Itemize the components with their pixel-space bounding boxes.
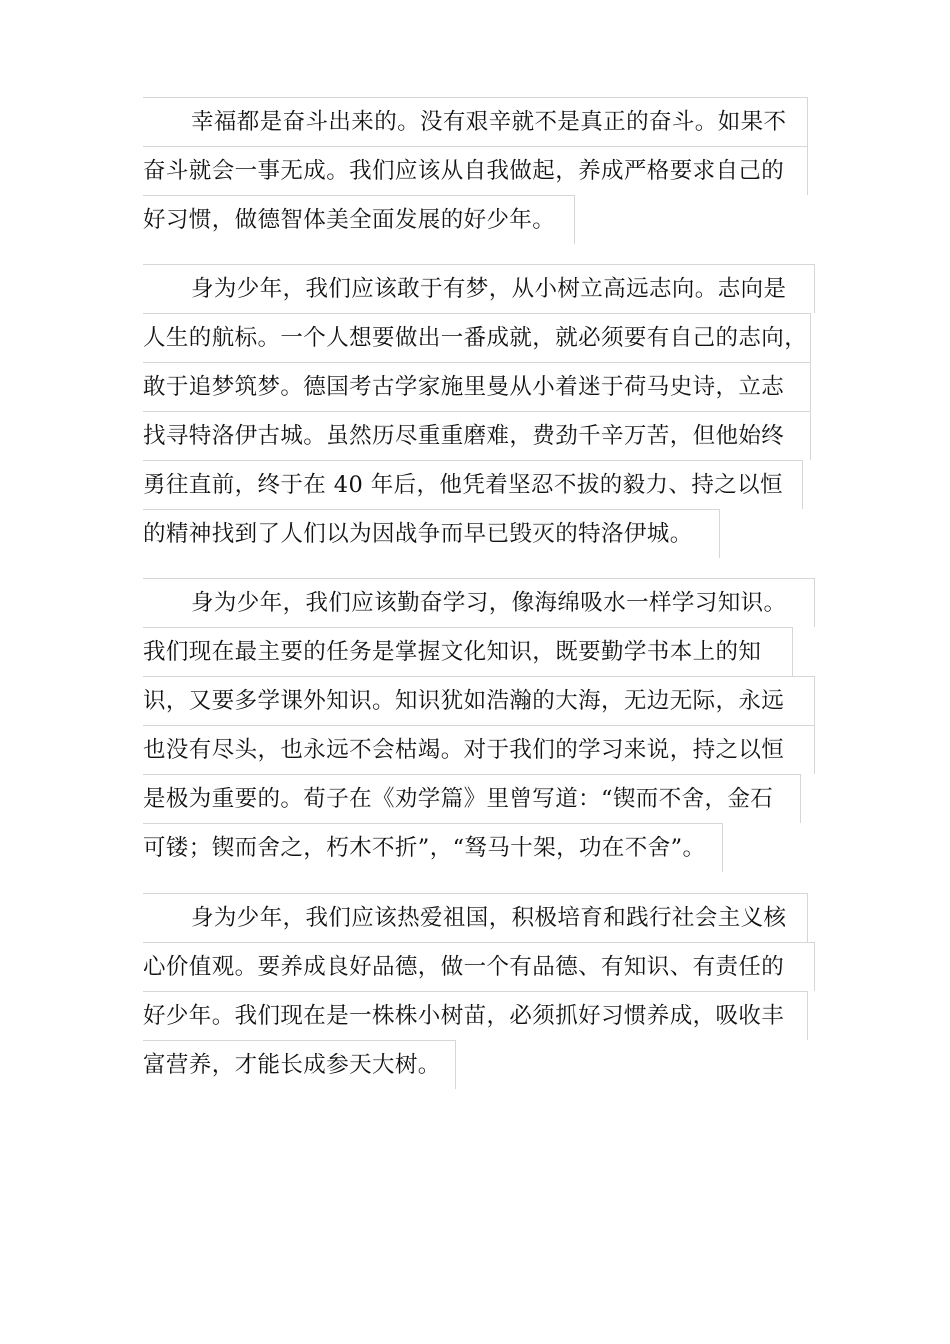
paragraph-line: 找寻特洛伊古城。虽然历尽重重磨难，费劲千辛万苦，但他始终: [143, 411, 811, 460]
paragraph-line: 幸福都是奋斗出来的。没有艰辛就不是真正的奋斗。如果不: [143, 97, 808, 146]
paragraph-line: 好少年。我们现在是一株株小树苗，必须抓好习惯养成，吸收丰: [143, 991, 808, 1040]
paragraph-line: 身为少年，我们应该敢于有梦，从小树立高远志向。志向是: [143, 264, 815, 313]
paragraph-line: 身为少年，我们应该勤奋学习，像海绵吸水一样学习知识。: [143, 578, 815, 627]
paragraph-dreams: [143, 264, 823, 558]
paragraph-line: 富营养，才能长成参天大树。: [143, 1040, 456, 1089]
paragraph-line: 是极为重要的。荀子在《劝学篇》里曾写道：“锲而不舍，金石: [143, 774, 801, 823]
paragraph-line: 识，又要多学课外知识。知识犹如浩瀚的大海，无边无际，永远: [143, 676, 815, 725]
paragraph-line: 勇往直前，终于在 40 年后，他凭着坚忍不拔的毅力、持之以恒: [143, 460, 803, 509]
paragraph-line: 敢于追梦筑梦。德国考古学家施里曼从小着迷于荷马史诗，立志: [143, 362, 811, 411]
paragraph-patriotism: [143, 893, 823, 1089]
paragraph-line: 也没有尽头，也永远不会枯竭。对于我们的学习来说，持之以恒: [143, 725, 815, 774]
paragraph-line: 的精神找到了人们以为因战争而早已毁灭的特洛伊城。: [143, 509, 720, 558]
paragraph-happiness: [143, 97, 823, 244]
paragraph-line: 奋斗就会一事无成。我们应该从自我做起，养成严格要求自己的: [143, 146, 808, 195]
paragraph-line: 心价值观。要养成良好品德，做一个有品德、有知识、有责任的: [143, 942, 815, 991]
paragraph-study: [143, 578, 823, 872]
paragraph-line: 可镂；锲而舍之，朽木不折”，“驽马十架，功在不舍”。: [143, 823, 723, 872]
paragraph-line: 人生的航标。一个人想要做出一番成就，就必须要有自己的志向，: [143, 313, 811, 362]
paragraph-line: 身为少年，我们应该热爱祖国，积极培育和践行社会主义核: [143, 893, 808, 942]
paragraph-line: 我们现在最主要的任务是掌握文化知识，既要勤学书本上的知: [143, 627, 793, 676]
paragraph-line: 好习惯，做德智体美全面发展的好少年。: [143, 195, 575, 244]
